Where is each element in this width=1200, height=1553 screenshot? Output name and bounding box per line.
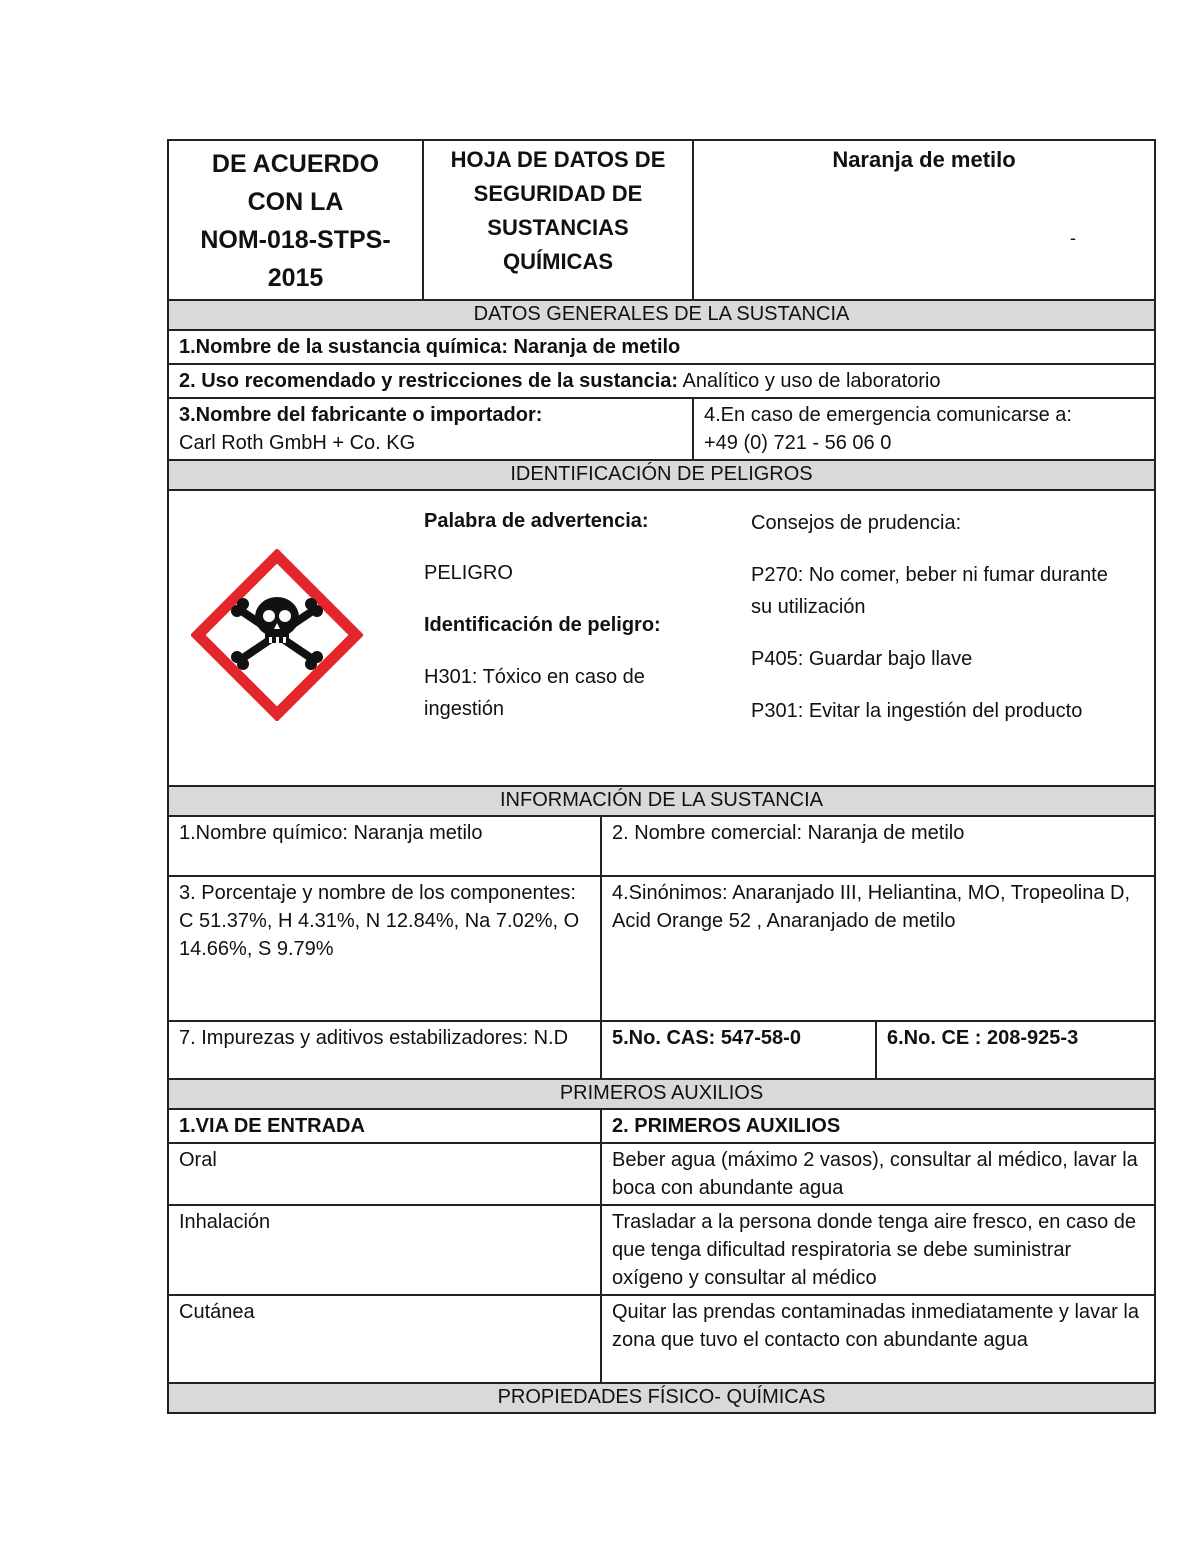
precaution-item: P405: Guardar bajo llave xyxy=(751,648,973,670)
chemical-name-cell: 1.Nombre químico: Naranja metilo xyxy=(168,816,601,876)
dash-mark: - xyxy=(1070,228,1077,248)
components-label: 3. Porcentaje y nombre de los componentes: xyxy=(179,882,576,904)
emergency-cell xyxy=(693,398,1155,460)
section-properties-title: PROPIEDADES FÍSICO- QUÍMICAS xyxy=(168,1383,1155,1413)
sheet-title-line: HOJA DE DATOS DE xyxy=(450,147,666,172)
section-hazards-title: IDENTIFICACIÓN DE PELIGROS xyxy=(168,460,1155,490)
manufacturer-value: Carl Roth GmbH + Co. KG xyxy=(179,432,416,454)
use-label: 2. Uso recomendado y restricciones de la sustancia: xyxy=(179,370,679,392)
components-value: C 51.37%, H 4.31%, N 12.84%, Na 7.02%, O 14.66%, S 9.79% xyxy=(179,910,580,960)
section-general-title: DATOS GENERALES DE LA SUSTANCIA xyxy=(168,300,1155,330)
use-row xyxy=(168,364,1155,398)
norm-cell xyxy=(168,140,423,300)
sheet-title-line: SEGURIDAD DE xyxy=(473,181,643,206)
ce-number-cell: 6.No. CE : 208-925-3 xyxy=(876,1021,1155,1079)
hazards-block xyxy=(168,490,1155,786)
hazard-label: Identificación de peligro: xyxy=(424,614,661,636)
signal-label: Palabra de advertencia: xyxy=(424,510,649,532)
emergency-label: 4.En caso de emergencia comunicarse a: xyxy=(704,404,1072,426)
trade-name-cell: 2. Nombre comercial: Naranja de metilo xyxy=(601,816,1155,876)
aid-cell: Quitar las prendas contaminadas inmediatamente y lavar la zona que tuvo el contacto con abundante agua xyxy=(601,1295,1155,1383)
hazard-statement: H301: Tóxico en caso de ingestión xyxy=(424,666,645,720)
norm-line: 2015 xyxy=(267,264,324,292)
sheet-title-cell xyxy=(423,140,693,300)
sheet-title-line: QUÍMICAS xyxy=(503,249,613,274)
substance-title-cell xyxy=(693,140,1155,300)
norm-line: NOM-018-STPS- xyxy=(200,226,391,254)
sheet-title-line: SUSTANCIAS xyxy=(487,215,629,240)
table-row xyxy=(168,1295,1155,1383)
section-substance-info-title: INFORMACIÓN DE LA SUSTANCIA xyxy=(168,786,1155,816)
section-first-aid-title: PRIMEROS AUXILIOS xyxy=(168,1079,1155,1109)
table-row xyxy=(168,1205,1155,1295)
precaution-column xyxy=(751,507,1131,747)
aid-cell: Trasladar a la persona donde tenga aire fresco, en caso de que tenga dificultad respiratoria se debe suministrar oxígeno y consultar al médico xyxy=(601,1205,1155,1295)
aid-column-header: 2. PRIMEROS AUXILIOS xyxy=(601,1109,1155,1143)
route-cell: Inhalación xyxy=(168,1205,601,1295)
aid-cell: Beber agua (máximo 2 vasos), consultar al médico, lavar la boca con abundante agua xyxy=(601,1143,1155,1205)
table-row xyxy=(168,1143,1155,1205)
skull-crossbones-icon xyxy=(191,549,363,729)
route-cell: Cutánea xyxy=(168,1295,601,1383)
manufacturer-label: 3.Nombre del fabricante o importador: xyxy=(179,404,543,426)
cas-number-cell: 5.No. CAS: 547-58-0 xyxy=(601,1021,876,1079)
components-cell xyxy=(168,876,601,1021)
norm-line: CON LA xyxy=(247,188,344,216)
sheet-table xyxy=(167,139,1156,1414)
safety-data-sheet xyxy=(167,139,1154,1414)
manufacturer-cell xyxy=(168,398,693,460)
synonyms-cell: 4.Sinónimos: Anaranjado III, Heliantina, MO, Tropeolina D, Acid Orange 52 , Anaranjado de metilo xyxy=(601,876,1155,1021)
signal-column xyxy=(424,505,714,745)
precaution-item: P301: Evitar la ingestión del producto xyxy=(751,700,1083,722)
route-column-header: 1.VIA DE ENTRADA xyxy=(168,1109,601,1143)
route-cell: Oral xyxy=(168,1143,601,1205)
signal-word: PELIGRO xyxy=(424,562,513,584)
norm-line: DE ACUERDO xyxy=(211,150,380,178)
use-value: Analítico y uso de laboratorio xyxy=(678,370,941,392)
precaution-item: P270: No comer, beber ni fumar durante su utilización xyxy=(751,564,1108,618)
substance-title: Naranja de metilo xyxy=(832,147,1016,172)
substance-name-row: 1.Nombre de la sustancia química: Naranja de metilo xyxy=(168,330,1155,364)
impurities-cell: 7. Impurezas y aditivos estabilizadores: N.D xyxy=(168,1021,601,1079)
emergency-phone: +49 (0) 721 - 56 06 0 xyxy=(704,432,892,454)
precaution-title: Consejos de prudencia: xyxy=(751,512,962,534)
